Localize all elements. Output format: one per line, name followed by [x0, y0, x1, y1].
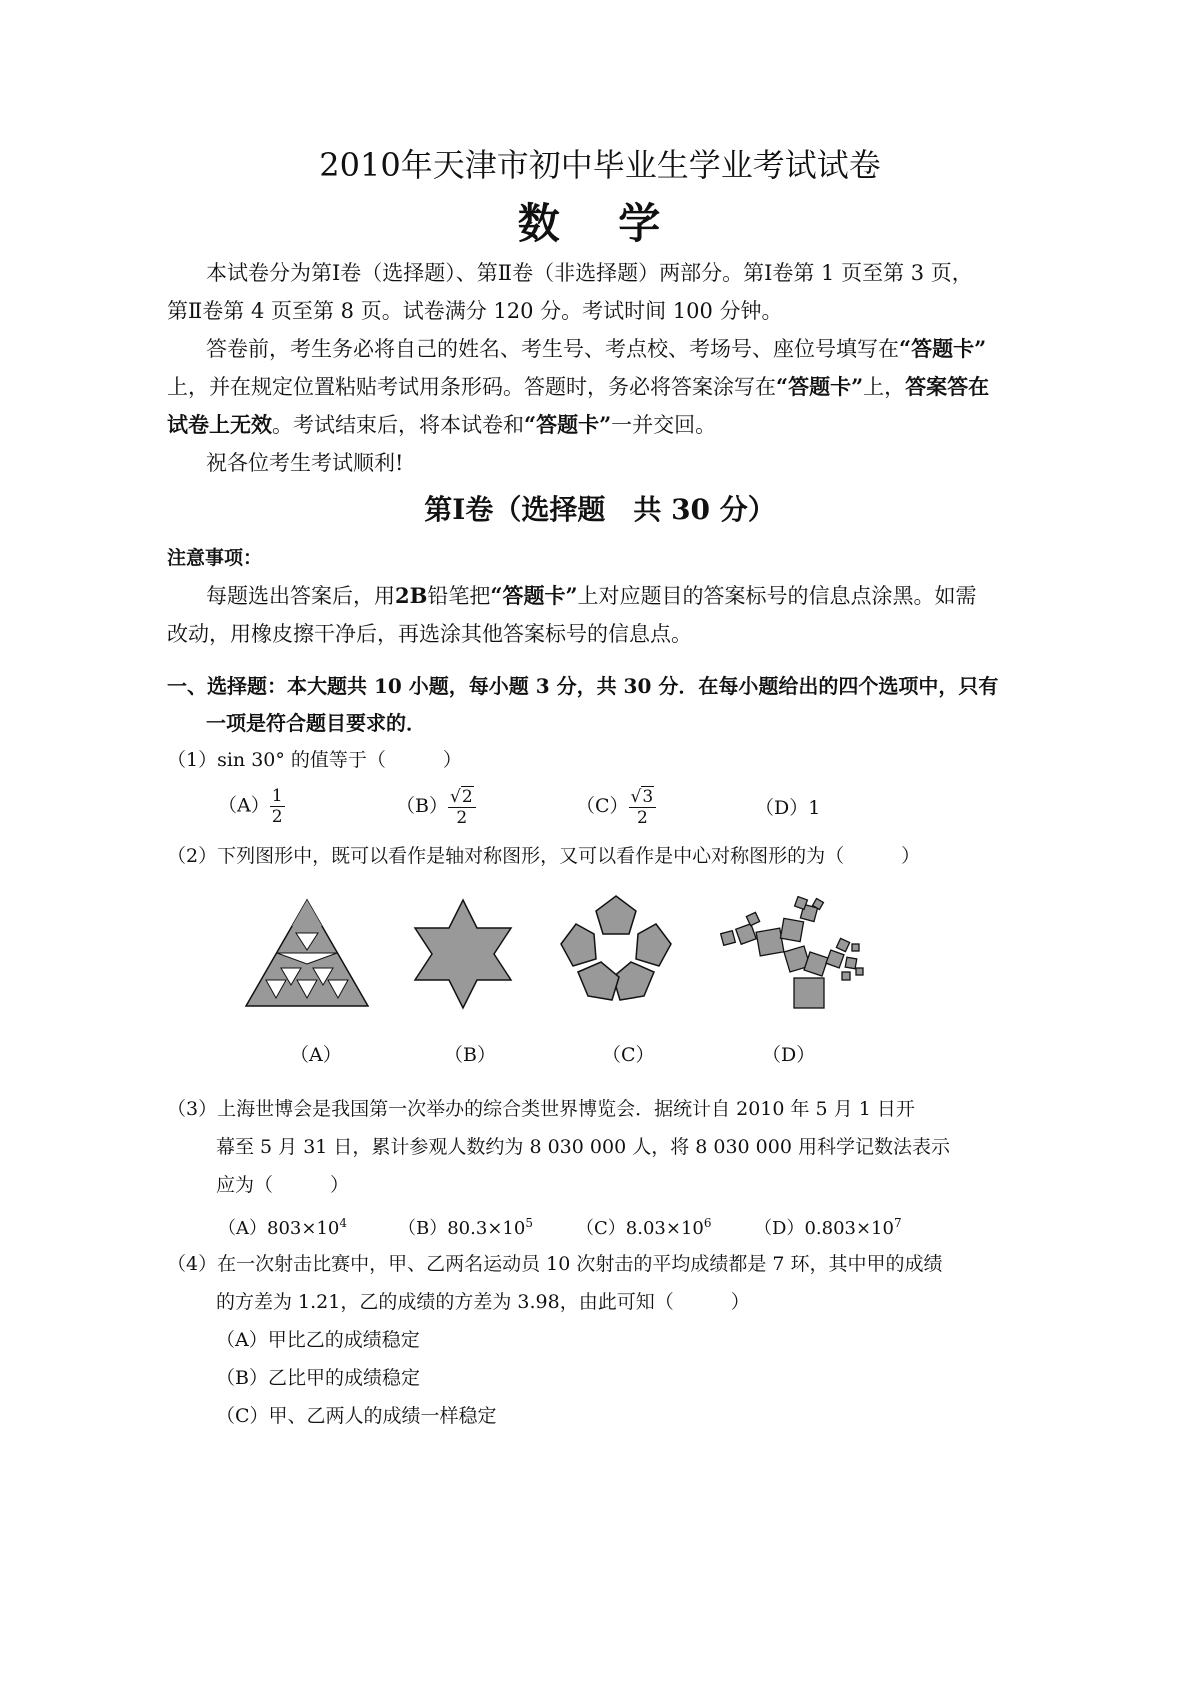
- question-1-option-a: [218, 786, 285, 827]
- option-value: 8.03×10: [625, 1218, 704, 1239]
- part1-heading-line2: 一项是符合题目要求的．: [206, 711, 426, 735]
- question-3-stem-line3: 应为（ ）: [216, 1174, 350, 1196]
- fraction: [629, 786, 657, 828]
- question-4-option-c: （C）甲、乙两人的成绩一样稳定: [216, 1405, 497, 1427]
- numerator: [448, 786, 476, 808]
- question-3-stem-line1: （3）上海世博会是我国第一次举办的综合类世界博览会．据统计自 2010 年 5 月 1 日开: [167, 1098, 915, 1120]
- intro-text: 一并交回。: [611, 413, 717, 437]
- option-value: 803×10: [267, 1218, 340, 1239]
- notice-line1: [206, 581, 977, 611]
- exponent: 5: [525, 1216, 533, 1230]
- question-3-option-c: [576, 1208, 712, 1244]
- answer-card-term: “答题卡”: [899, 336, 987, 361]
- intro-p1-line2: 第Ⅱ卷第 4 页至第 8 页。试卷满分 120 分。考试时间 100 分钟。: [167, 299, 783, 323]
- denominator: 2: [271, 807, 283, 827]
- fraction: [448, 786, 476, 828]
- answer-card-term: “答题卡”: [524, 412, 612, 437]
- intro-p2-line1: [206, 334, 986, 364]
- option-label: （A）: [218, 794, 270, 817]
- intro-p1-line1: 本试卷分为第Ⅰ卷（选择题）、第Ⅱ卷（非选择题）两部分。第Ⅰ卷第 1 页至第 3 页，: [206, 261, 973, 285]
- intro-good-luck: 祝各位考生考试顺利!: [206, 451, 404, 475]
- option-label: （D）: [754, 1218, 805, 1239]
- question-3-option-b: [398, 1208, 533, 1244]
- pencil-type: 2B: [395, 583, 428, 608]
- option-label: （C）: [576, 795, 629, 817]
- sqrt-symbol: √2: [449, 787, 473, 807]
- intro-text: 上，: [863, 375, 906, 399]
- question-3-option-a: [218, 1208, 347, 1244]
- figure-b-star: [412, 898, 514, 1010]
- option-value: 0.803×10: [804, 1218, 894, 1239]
- intro-text: 上，并在规定位置粘贴考试用条形码。答题时，务必将答案涂写在: [167, 375, 776, 399]
- question-4-stem-line1: （4）在一次射击比赛中，甲、乙两名运动员 10 次射击的平均成绩都是 7 环，其中甲的成绩: [167, 1253, 943, 1275]
- intro-p2-line2: [167, 372, 989, 402]
- denominator: 2: [456, 808, 468, 828]
- notice-heading: 注意事项：: [167, 547, 263, 569]
- notice-text: 铅笔把: [427, 584, 491, 608]
- option-label: （B）: [396, 795, 448, 817]
- exponent: 4: [339, 1216, 347, 1230]
- notice-text: 每题选出答案后，用: [206, 584, 395, 608]
- subject-title: 数 学: [517, 199, 683, 248]
- intro-p2-line3: [167, 410, 716, 440]
- figure-label-c: （C）: [602, 1044, 655, 1066]
- notice-line2: 改动，用橡皮擦干净后，再选涂其他答案标号的信息点。: [167, 622, 692, 646]
- question-2-stem: （2）下列图形中，既可以看作是轴对称图形，又可以看作是中心对称图形的为（ ）: [167, 845, 921, 867]
- question-3-stem-line2: 幕至 5 月 31 日，累计参观人数约为 8 030 000 人，将 8 030 000 用科学记数法表示: [216, 1136, 950, 1158]
- figure-label-a: （A）: [290, 1044, 342, 1066]
- figure-label-b: （B）: [444, 1044, 496, 1066]
- question-3-option-d: [754, 1208, 902, 1244]
- option-value: 80.3×10: [447, 1218, 526, 1239]
- option-label: （B）: [398, 1218, 448, 1239]
- denominator: 2: [636, 808, 648, 828]
- intro-text: 答卷前，考生务必将自己的姓名、考生号、考点校、考场号、座位号填写在: [206, 337, 899, 361]
- figure-a-triangle: [244, 898, 370, 1008]
- exponent: 7: [893, 1216, 902, 1230]
- option-label: （A）: [218, 1218, 267, 1239]
- numerator: [629, 786, 657, 808]
- question-1-option-b: [396, 786, 476, 828]
- section-title: 第Ⅰ卷（选择题 共 30 分）: [424, 493, 776, 526]
- question-4-option-b: （B）乙比甲的成绩稳定: [216, 1367, 420, 1389]
- question-1-stem: （1）sin 30° 的值等于（ ）: [167, 749, 462, 771]
- sqrt-symbol: √3: [630, 787, 654, 807]
- part1-heading-line1: 一、选择题：本大题共 10 小题，每小题 3 分，共 30 分．在每小题给出的四个选项中，只有: [167, 674, 999, 698]
- radicand: 2: [461, 787, 473, 807]
- question-1-option-d: （D）1: [755, 797, 821, 819]
- question-4-option-a: （A）甲比乙的成绩稳定: [216, 1329, 420, 1351]
- question-1-option-c: [576, 786, 656, 828]
- question-4-stem-line2: 的方差为 1.21，乙的成绩的方差为 3.98，由此可知（ ）: [216, 1291, 750, 1313]
- figure-c-pentagons: [558, 894, 674, 1006]
- radicand: 3: [642, 787, 654, 807]
- invalid-warning: 试卷上无效: [167, 412, 272, 437]
- figure-label-d: （D）: [762, 1044, 816, 1066]
- fraction: [270, 786, 285, 827]
- intro-text: 。考试结束后，将本试卷和: [272, 413, 524, 437]
- answer-card-term: “答题卡”: [776, 374, 864, 399]
- notice-text: 上对应题目的答案标号的信息点涂黑。如需: [577, 584, 977, 608]
- invalid-warning: 答案答在: [905, 374, 990, 399]
- figure-d-pythagoras-tree: [718, 896, 866, 1012]
- answer-card-term: “答题卡”: [490, 583, 578, 608]
- numerator: 1: [271, 786, 283, 806]
- exponent: 6: [703, 1216, 712, 1230]
- exam-title: 2010年天津市初中毕业生学业考试试卷: [319, 146, 881, 184]
- option-label: （C）: [576, 1218, 626, 1239]
